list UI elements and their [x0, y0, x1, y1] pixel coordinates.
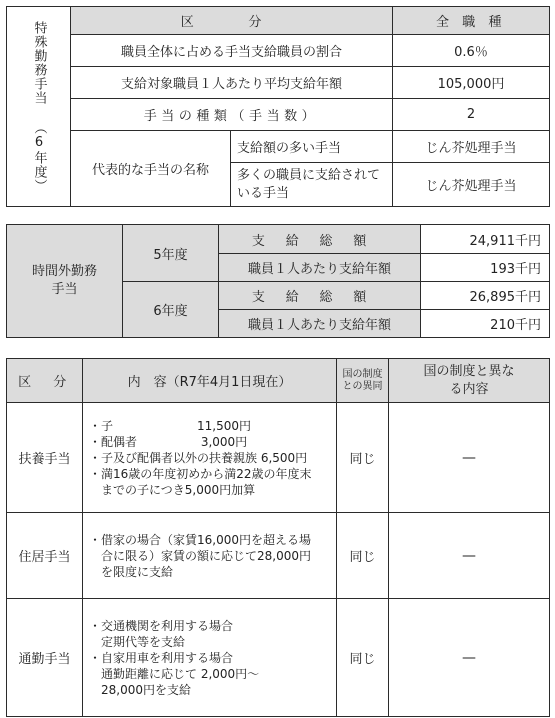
allowance-line: を限度に支給 — [89, 564, 174, 579]
allowance-content-1 — [83, 513, 337, 599]
rep-row-value-0: じん芥処理手当 — [393, 131, 550, 163]
overtime-label-cell — [7, 225, 123, 338]
special-row-value-2: 2 — [393, 99, 550, 131]
allowance-name-1: 住居手当 — [7, 513, 83, 599]
overtime-per-0: 193千円 — [421, 254, 550, 282]
special-header-value: 全 職 種 — [393, 7, 550, 35]
allowances-header-content: 内 容（R7年4月1日現在） — [83, 359, 337, 403]
allowances-header-category: 区 分 — [7, 359, 83, 403]
special-row-label: 特殊勤務手当 — [31, 20, 47, 105]
rep-label: 代表的な手当の名称 — [71, 131, 231, 207]
allowance-diff-0: — — [389, 403, 550, 513]
allowance-line: までの子につき5,000円加算 — [89, 482, 256, 497]
overtime-total-label-1: 支給総額 — [219, 282, 421, 310]
allowance-name-0: 扶養手当 — [7, 403, 83, 513]
overtime-year-0: 5年度 — [123, 225, 219, 282]
allowance-line: 通勤距離に応じて 2,000円～ — [89, 666, 260, 681]
rep-row-value-1: じん芥処理手当 — [393, 163, 550, 207]
allowance-line: ・交通機関を利用する場合 — [89, 618, 234, 633]
allowance-diff-2: — — [389, 599, 550, 717]
allowance-name-2: 通勤手当 — [7, 599, 83, 717]
special-row-label-0: 職員全体に占める手当支給職員の割合 — [71, 35, 393, 67]
allowance-line: ・子 11,500円 — [89, 418, 251, 433]
allowances-header-diff-content: 国の制度と異なる内容 — [389, 359, 550, 403]
allowance-diff-1: — — [389, 513, 550, 599]
overtime-per-label-1: 職員１人あたり支給年額 — [219, 310, 421, 338]
special-row-label-cell — [7, 7, 71, 207]
rep-row-label-0: 支給額の多い手当 — [231, 131, 393, 163]
allowance-line: ・借家の場合（家賃16,000円を超える場 — [89, 532, 311, 547]
allowance-line: ・配偶者 3,000円 — [89, 434, 248, 449]
allowances-table — [6, 358, 550, 717]
overtime-label: 時間外勤務手当 — [31, 264, 97, 297]
allowance-content-0 — [83, 403, 337, 513]
allowance-content-2 — [83, 599, 337, 717]
special-row-label-sub: （6年度） — [31, 120, 47, 193]
allowance-line: ・子及び配偶者以外の扶養親族 6,500円 — [89, 450, 308, 465]
overtime-year-1: 6年度 — [123, 282, 219, 338]
overtime-total-label-0: 支給総額 — [219, 225, 421, 254]
overtime-per-1: 210千円 — [421, 310, 550, 338]
allowance-line: 合に限る）家賃の額に応じて28,000円 — [89, 548, 311, 563]
special-row-value-1: 105,000円 — [393, 67, 550, 99]
special-allowance-table — [6, 6, 550, 207]
rep-row-label-1: 多くの職員に支給されている手当 — [231, 163, 393, 207]
special-row-label-1: 支給対象職員１人あたり平均支給年額 — [71, 67, 393, 99]
allowance-same-2: 同じ — [337, 599, 389, 717]
allowances-header-diff: 国の制度との異同 — [337, 359, 389, 403]
allowance-line: ・自家用車を利用する場合 — [89, 650, 234, 665]
special-row-value-0: 0.6％ — [393, 35, 550, 67]
special-header-category: 区 分 — [71, 7, 393, 35]
special-row-label-2: 手当の種類（手当数） — [71, 99, 393, 131]
overtime-table — [6, 224, 550, 338]
allowance-line: 28,000円を支給 — [89, 682, 191, 697]
overtime-total-0: 24,911千円 — [421, 225, 550, 254]
allowance-line: 定期代等を支給 — [89, 634, 186, 649]
overtime-total-1: 26,895千円 — [421, 282, 550, 310]
overtime-per-label-0: 職員１人あたり支給年額 — [219, 254, 421, 282]
allowance-line: ・満16歳の年度初めから満22歳の年度末 — [89, 466, 312, 481]
allowance-same-1: 同じ — [337, 513, 389, 599]
allowance-same-0: 同じ — [337, 403, 389, 513]
